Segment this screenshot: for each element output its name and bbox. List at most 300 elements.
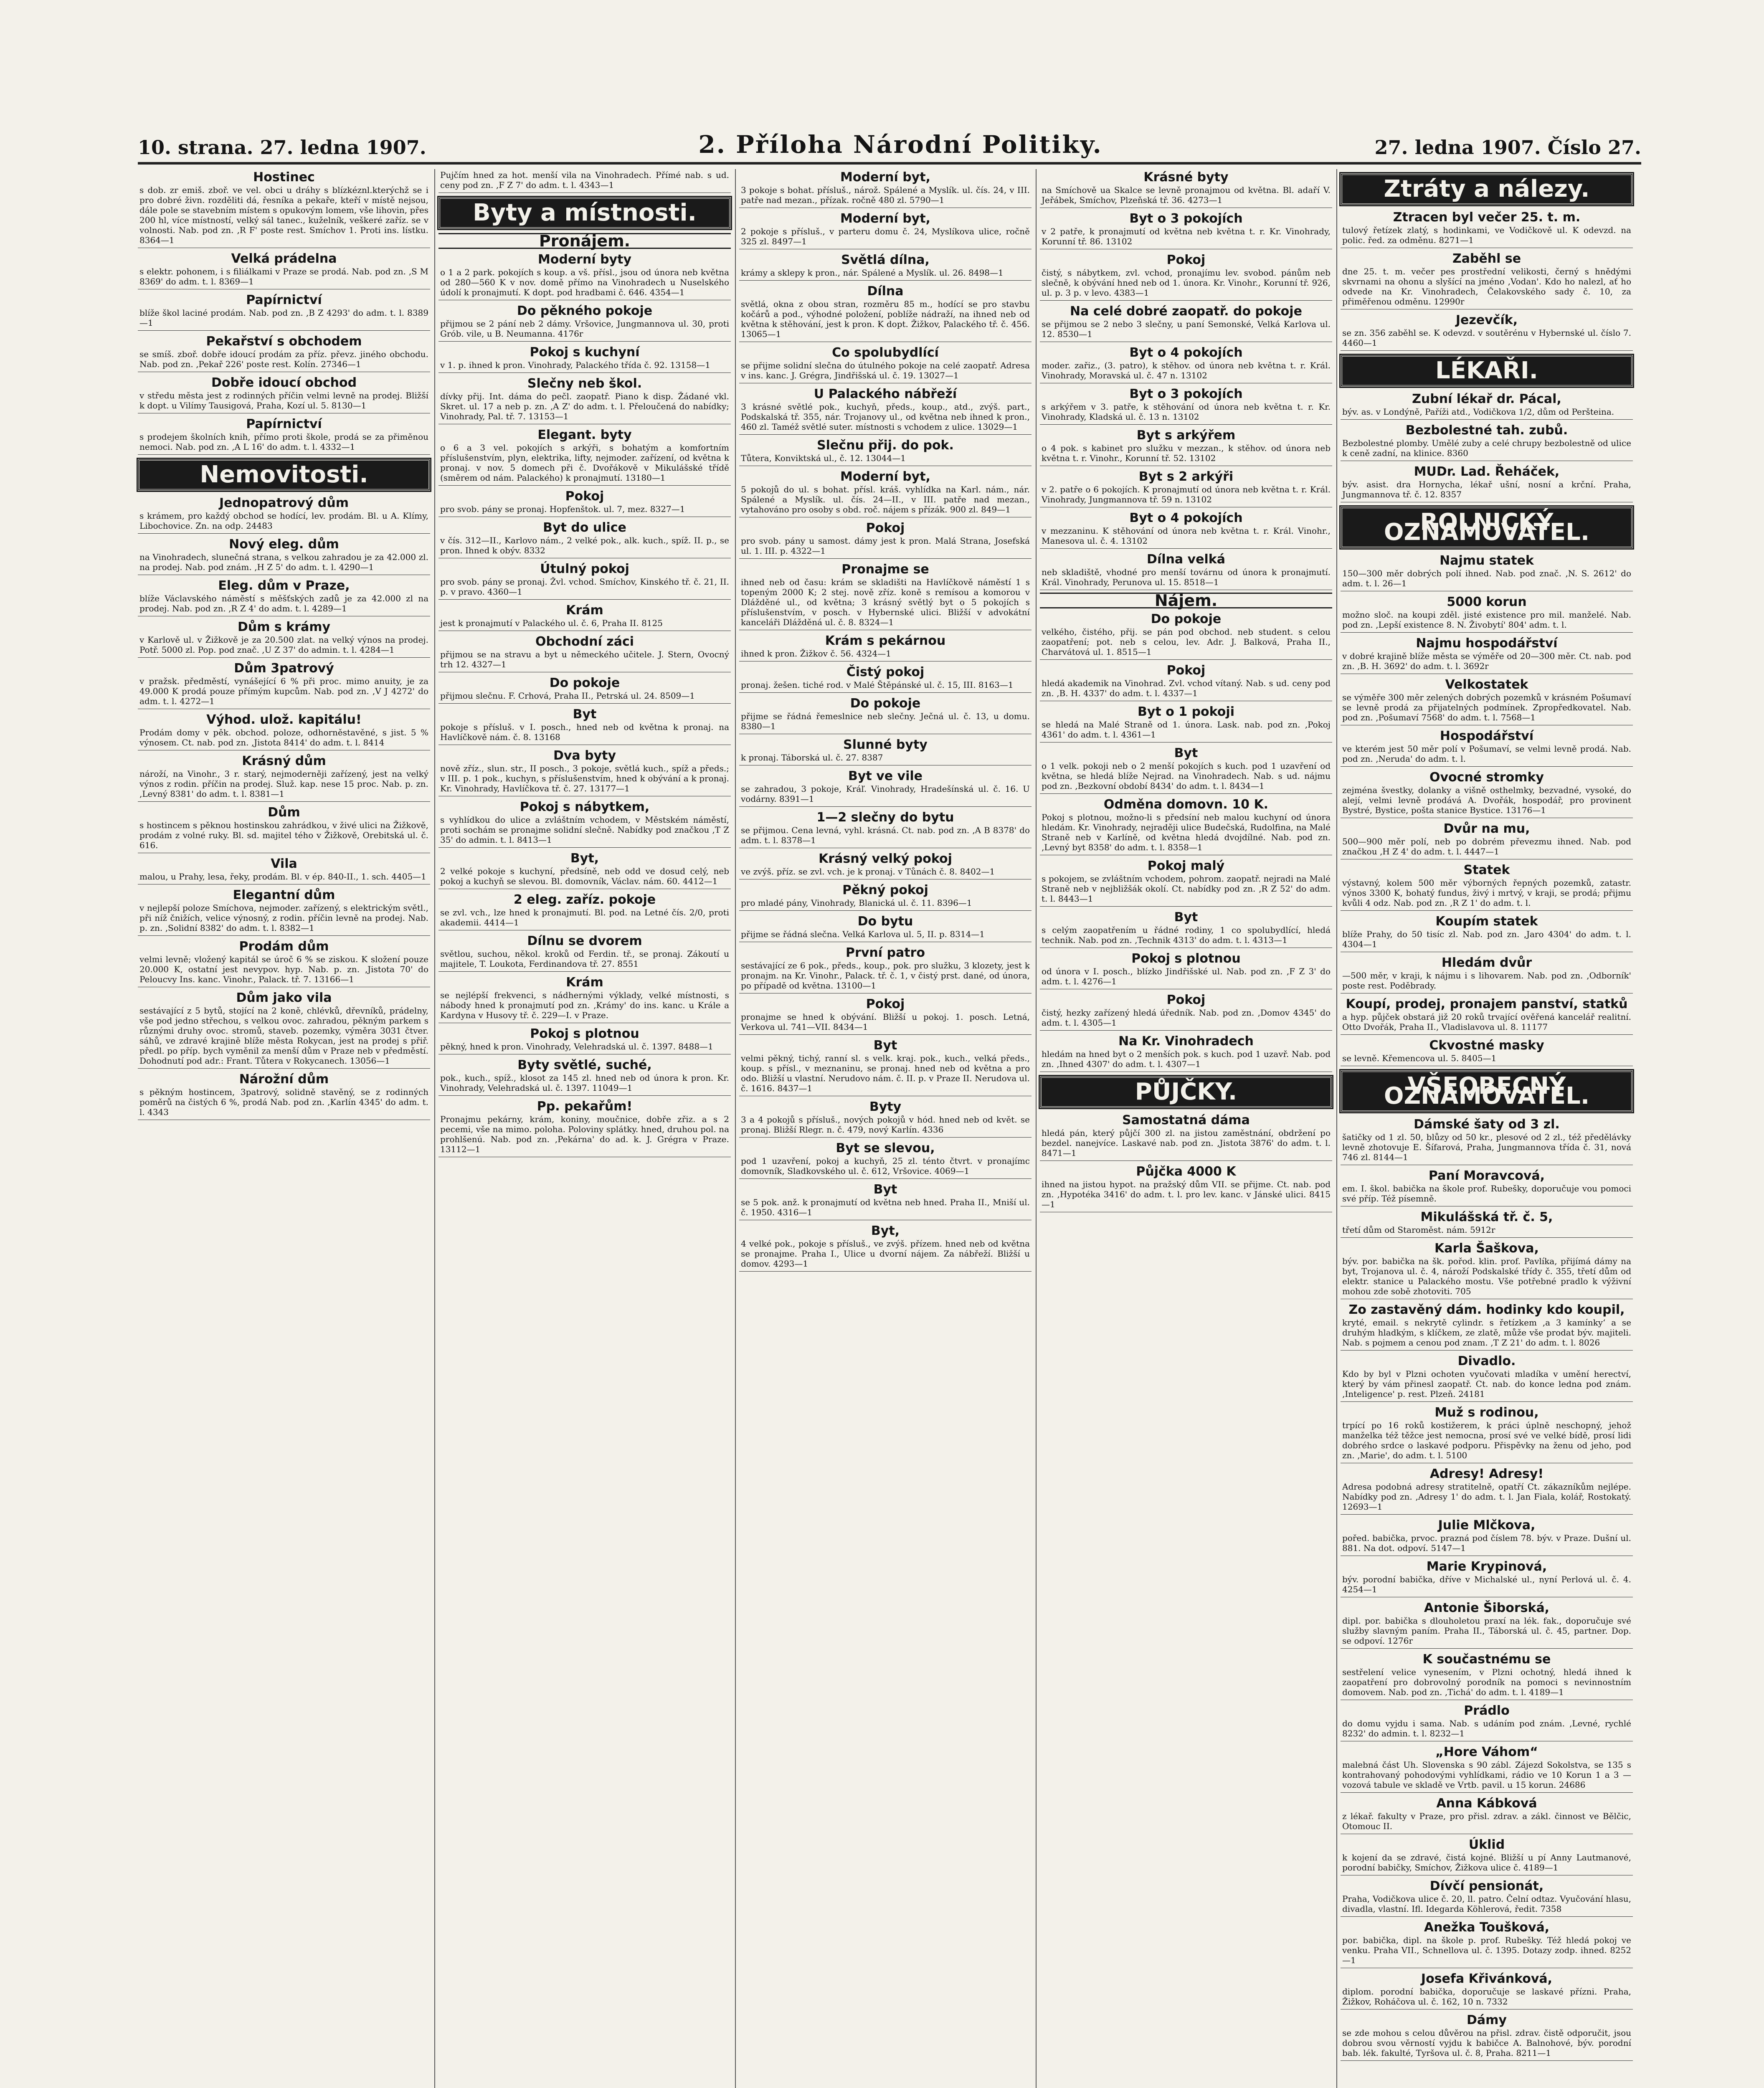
ad-body: kryté, email. s nekrytě cylindr. s řetízkem ‚a 3 kamínky‘ a se druhým hladkým, s klíčkem, ze zlatě, může vše prodat býv. majiteli. Nab. s pojmem a cenou pod znam. ‚T Z 21' do adm. t. l. 8026 (1342, 1318, 1631, 1348)
ad-body: malebná část Uh. Slovenska s 90 zábl. Zájezd Sokolstva, se 135 s kontrahovaný pohodovými vyhlídkami, rádio ve 10 Korun 1 a 3 — vozová tabule ve skladě ve Vrtb. pavil. u 15 korun. 24686 (1342, 1760, 1631, 1790)
ad-title: Pokoj malý (1147, 859, 1225, 873)
classified-ad (739, 469, 1032, 517)
banner-rolnicky: ROLNICKÝ OZNAMOVATEL. (1341, 507, 1633, 548)
ad-body: nároží, na Vinohr., 3 r. starý, nejmoderněji zařízený, jest na velký výnos z rodin. příčin na prodej. Služ. kap. nese 15 proc. Nab. p. zn. ‚Levný 8381' do adm. t. l. 8381—1 (139, 769, 428, 799)
classified-ad (1341, 552, 1633, 591)
classified-ad (138, 495, 430, 534)
ad-title: Pokoj (1166, 253, 1206, 267)
ad-title: Ztracen byl večer 25. t. m. (1393, 210, 1581, 225)
classified-ad (1341, 1240, 1633, 1299)
classified-ad (138, 619, 430, 658)
ad-body: se nejlépší frekvenci, s nádhernými výklady, velké místnosti, s nábody hned k pronajmutí pod zn. ‚Krámy' do ins. kanc. u Krále a Kardyna v Husovy tř. č. 229—I. v Praze. (440, 990, 729, 1020)
ad-title: Najmu hospodářství (1416, 636, 1558, 651)
ad-title: Na celé dobré zaopatř. do pokoje (1070, 304, 1302, 319)
ad-title: Byt ve vile (848, 769, 923, 783)
ad-title: Papírnictví (246, 417, 322, 431)
ad-title: Byt o 1 pokoji (1138, 704, 1234, 719)
ads-col5-part3 (1341, 552, 1633, 1066)
classified-ad (1341, 1919, 1633, 1968)
ad-body: se levně. Křemencova ul. 5. 8405—1 (1342, 1053, 1497, 1063)
ads-col3 (739, 169, 1032, 1272)
ad-title: Dům s krámy (237, 620, 331, 634)
ad-body: jest k pronajmutí v Palackého ul. č. 6, Praha II. 8125 (440, 618, 663, 628)
ad-body: 150—300 měr dobrých polí ihned. Nab. pod znač. ‚N. S. 2612' do adm. t. l. 26—1 (1342, 568, 1631, 588)
classified-ad (1040, 386, 1332, 425)
ad-body: s hostincem s pěknou hostinskou zahrádkou, v živé ulici na Žižkově, prodám z volné ruky. Bl. sd. majitel tého v Žižkově, Orebitská ul. č. 616. (139, 820, 428, 850)
ad-title: Byty světlé, suché, (517, 1058, 652, 1072)
classified-ad (1341, 1037, 1633, 1066)
classified-ad (739, 252, 1032, 281)
ad-body: v 2 patře, k pronajmutí od května neb května t. r. Kr. Vinohrady, Korunní tř. 86. 13102 (1042, 226, 1331, 246)
ad-body: 500—900 měr polí, neb po dobrém převezmu ihned. Nab. pod značkou ‚H Z 4' do adm. t. l. 4447—1 (1342, 836, 1631, 856)
ad-body: v nejlepší poloze Smíchova, nejmoder. zařízený, s elektrickým světl., při níž čnižích, velice výnosný, z rodin. příčin levně na prodej. Nab. p. zn. ‚Solidní 8382' do adm. t. l. 8382—1 (139, 903, 428, 933)
classified-ad (1040, 1163, 1332, 1212)
ad-title: Dům (268, 805, 300, 820)
ad-title: Pokoj s plotnou (1131, 951, 1241, 966)
ad-body: pok., kuch., spíž., klosot za 145 zl. hned neb od února k pron. Kr. Vinohrady, Velehradská ul. č. 1397. 11049—1 (440, 1073, 729, 1093)
ad-title: Do pokoje (549, 676, 620, 690)
classified-ad (138, 712, 430, 750)
ad-body: neb skladiště, vhodné pro menší továrnu od února k pronajmutí. Král. Vinohrady, Perunova ul. 15. 8518—1 (1042, 567, 1331, 587)
classified-ad (438, 748, 731, 796)
ad-body: pokoje s přísluš. v I. posch., hned neb od května k pronaj. na Havlíčkově nám. č. 8. 13168 (440, 722, 729, 742)
ad-body: ihned k pron. Žižkov č. 56. 4324—1 (741, 649, 891, 659)
classified-ad (438, 251, 731, 300)
classified-ad (1341, 1703, 1633, 1741)
ad-title: Divadlo. (1457, 1354, 1516, 1368)
classified-ad (1341, 594, 1633, 633)
ad-title: Eleg. dům v Praze, (218, 578, 350, 593)
classified-ad (438, 1057, 731, 1096)
ad-title: Krásné byty (1143, 170, 1229, 185)
ad-title: Čistý pokoj (846, 665, 925, 679)
masthead-right: 27. ledna 1907. Číslo 27. (1374, 136, 1641, 159)
classified-ad (739, 437, 1032, 466)
classified-ad (438, 488, 731, 517)
classified-ad (438, 519, 731, 558)
ad-title: Prádlo (1464, 1703, 1510, 1718)
classified-ad (138, 536, 430, 575)
ad-body: s elektr. pohonem, i s filiálkami v Praze se prodá. Nab. pod zn. ‚S M 8369' do adm. t. l. 8369—1 (139, 266, 428, 286)
ad-title: Ovocné stromky (1429, 770, 1544, 785)
classified-ad (1341, 2012, 1633, 2061)
classified-ad (1341, 1744, 1633, 1793)
ad-title: Pokoj (1166, 663, 1206, 678)
ad-body: dívky přij. Int. dáma do pečl. zaopatř. Piano k disp. Žádané vkl. Skret. ul. 17 a neb p. zn. ‚A Z' do adm. t. l. Přeloučená do nabídky; Vinohrady, Pal. tř. 7. 13153—1 (440, 391, 729, 421)
classified-ad (1040, 662, 1332, 701)
classified-ad (739, 768, 1032, 807)
masthead-left: 10. strana. 27. ledna 1907. (138, 136, 426, 159)
ad-title: Byt do ulice (543, 520, 626, 535)
ad-body: v pražsk. předměstí, vynášející 6 % při proc. mimo anuity, je za 49.000 K prodá pouze přímým kupcům. Nab. pod zn. ‚V J 4272' do adm. t. l. 4272—1 (139, 676, 428, 706)
ads-col1-part2 (138, 495, 430, 1120)
ad-title: Karla Šaškova, (1435, 1241, 1539, 1256)
ad-body: trpící po 16 roků kostižerem, k práci úplně neschopný, jehož manželka též těžce jest nemocna, prosí své ve velké bídě, prosí lidi dobrého srdce o laskavé podporu. Přispěvky na ženu od jeho, pod zn. ‚Marie', do adm. t. l. 5100 (1342, 1420, 1631, 1460)
classified-ad (1341, 862, 1633, 911)
ad-title: Bezbolestné tah. zubů. (1405, 423, 1568, 438)
ad-title: Julie Mlčkova, (1438, 1518, 1536, 1533)
ad-title: Velkostatek (1445, 677, 1528, 692)
ad-title: Marie Krypinová, (1426, 1559, 1547, 1574)
ad-title: Paní Moravcová, (1428, 1168, 1545, 1183)
ad-title: Slunné byty (843, 737, 928, 752)
classified-ad (739, 1099, 1032, 1138)
ad-body: se výměře 300 měr zelených dobrých pozemků v krásném Pošumaví se levně prodá za přijatelných podmínek. Zpropředkovatel. Nab. pod zn. ‚Pošumaví 7568' do adm. t. l. 7568—1 (1342, 692, 1631, 722)
ad-body: sestřelení velice vynesením, v Plzni ochotný, hledá ihned k zaopatření pro dobrovolný porodník na pomoci s nevinnostním domovem. Nab. pod zn. ‚Tichá' do adm. t. l. 4189—1 (1342, 1667, 1631, 1697)
ad-body: se zvl. vch., lze hned k pronajmutí. Bl. pod. na Letné čís. 2/0, proti akademii. 4414—1 (440, 907, 729, 927)
ad-title: K součastnému se (1422, 1652, 1551, 1667)
classified-ad (739, 633, 1032, 661)
ad-title: Zo zastavěný dám. hodinky kdo koupil, (1348, 1302, 1625, 1317)
ad-title: Odměna domovn. 10 K. (1103, 797, 1269, 812)
classified-ad (1341, 728, 1633, 767)
classified-ad (1040, 992, 1332, 1031)
ad-body: s vyhlídkou do ulice a zvláštním vchodem, v Městském náměstí, proti sochám se pronajme solidní slečně. Nabídky pod značkou ‚T Z 35' do admin. t. l. 8413—1 (440, 815, 729, 845)
ad-body: velkého, čistého, přij. se pán pod obchod. neb student. s celou zaopatření; pot. neb s celou, lev. Adr. J. Balková, Praha II., Charvátová ul. 1. 8515—1 (1042, 627, 1331, 657)
classified-ad (138, 251, 430, 289)
ad-title: Nárožní dům (239, 1072, 329, 1087)
ad-body: diplom. porodní babička, doporučuje se laskavé přízni. Praha, Žižkov, Roháčova ul. č. 162, 10 n. 7332 (1342, 1987, 1631, 2007)
column-1 (138, 169, 430, 1123)
ad-body: hledá pán, který půjčí 300 zl. na jistou zaměstnání, obdržení po bezdel. nanejvíce. Laskavé nab. pod zn. ‚Jistota 3876' do adm. t. l. 8471—1 (1042, 1128, 1331, 1158)
classified-ad (739, 1140, 1032, 1179)
classified-ad (438, 974, 731, 1023)
ad-title: Anna Kábková (1436, 1796, 1537, 1811)
banner-pujcky: PŮJČKY. (1040, 1076, 1332, 1108)
classified-ad (438, 561, 731, 600)
ads-col1-part1 (138, 169, 430, 455)
ad-title: Prodám dům (239, 939, 329, 954)
classified-ad (1341, 1600, 1633, 1649)
classified-ad (1040, 704, 1332, 742)
ad-body: v dobré krajině blíže města se výměře od 20—300 měr. Ct. nab. pod zn. ‚B. H. 3692' do adm. t. l. 3692r (1342, 651, 1631, 671)
classified-ad (1341, 1168, 1633, 1206)
classified-ad (1341, 1116, 1633, 1165)
ad-title: Pekařství s obchodem (206, 334, 362, 349)
masthead (138, 130, 1641, 165)
ad-body: přijme se řádná slečna. Velká Karlova ul. 5, II. p. 8314—1 (741, 929, 985, 939)
ad-body: přijme se řádná řemeslnice neb slečny. Ječná ul. č. 13, u domu. 8380—1 (741, 711, 1030, 731)
ad-body: 2 pokoje s přísluš., v parteru domu č. 24, Myslíkova ulice, ročně 325 zl. 8497—1 (741, 226, 1030, 246)
ad-body: Pujčím hned za hot. menší vila na Vinohradech. Přímé nab. s ud. ceny pod zn. ‚F Z 7' do adm. t. l. 4343—1 (440, 170, 729, 190)
ad-title: Byt o 4 pokojích (1129, 511, 1243, 525)
banner-ztraty: Ztráty a nálezy. (1341, 173, 1633, 205)
ad-body: čistý, hezky zařízený hledá úředník. Nab. pod zn. ‚Domov 4345' do adm. t. l. 4305—1 (1042, 1008, 1331, 1028)
ad-body: em. I. škol. babička na škole prof. Rubešky, doporučuje vou pomoci své příp. Též písemně. (1342, 1183, 1631, 1204)
classified-ad (1341, 1302, 1633, 1351)
classified-ad (138, 856, 430, 884)
ad-body: 4 velké pok., pokoje s přísluš., ve zvýš. přízem. hned neb od května se pronajme. Praha I., Ulice u dvorní nájem. Za nábřeží. Bližší u domov. 4293—1 (741, 1239, 1030, 1269)
ad-body: s krámem, pro každý obchod se hodící, lev. prodám. Bl. u A. Klímy, Libochovice. Zn. na odp. 24483 (139, 511, 428, 531)
ad-title: Byt (1174, 746, 1198, 760)
classified-ad (1040, 858, 1332, 907)
classified-ad (138, 1071, 430, 1120)
ad-title: Dílna (867, 284, 904, 299)
ad-title: Pokoj (866, 521, 905, 535)
ad-title: „Hore Váhom“ (1435, 1745, 1538, 1759)
ad-title: Dívčí pensionát, (1429, 1879, 1544, 1893)
ad-title: Hostinec (253, 170, 315, 185)
classified-ad (1341, 769, 1633, 818)
ad-body: se hledá na Malé Straně od 1. února. Lask. nab. pod zn. ‚Pokoj 4361' do adm. t. l. 4361—1 (1042, 720, 1331, 740)
ad-body: Kdo by byl v Plzni ochoten vyučovati mladíka v umění herectví, který by vám přinesl zaopatř. Ct. nab. do konce ledna pod znám. ‚Inteligence' p. rest. Plzeň. 24181 (1342, 1369, 1631, 1399)
classified-ad (138, 660, 430, 709)
ad-body: se zde mohou s celou důvěrou na přisl. zdrav. čistě odporučit, jsou dobrou svou věrností vyjdu k babičce A. Balnohové, býv. porodní bab. lék. fakulté, Tyršova ul. č. 8, Praha. 8211—1 (1342, 2028, 1631, 2058)
ad-body: v mezzaninu. K stěhování od února neb května t. r. Král. Vinohr., Manesova ul. č. 4. 13102 (1042, 526, 1331, 546)
ad-title: Dámy (1467, 2013, 1507, 2027)
ads-col5-part1 (1341, 209, 1633, 351)
ad-title: Do bytu (857, 914, 913, 929)
ad-title: Dílnu se dvorem (527, 934, 642, 948)
ad-body: dne 25. t. m. večer pes prostřední velikosti, černý s hnědými skvrnami na ohonu a slyšící na jméno ‚Vodan'. Kdo ho nalezl, ať ho odvede na Kr. Vinohradech, Čelakovského sady č. 10, za přiměřenou odměnu. 12990r (1342, 266, 1631, 307)
ad-title: Zubní lékař dr. Pácal, (1412, 392, 1561, 406)
ad-body: na Smíchově ua Skalce se levně pronajmou od května. Bl. adaří V. Jeřábek, Smíchov, Plzeňská tř. 36. 4273—1 (1042, 185, 1331, 205)
ad-body: se smíš. zboř. dobře idoucí prodám za příz. převz. jiného obchodu. Nab. pod zn. ‚Pekař 226' poste rest. Kolín. 27346—1 (139, 349, 428, 369)
ad-body: o 6 a 3 vel. pokojích s arkýři, s bohatým a komfortním příslušenstvím, plyn, elektrika, lifty, nejmoder. zařízení, od května k pronaj. v nov. 5 domech při č. Dvořákově v Mikulášské třídě (směrem od nám. Palackého) k pronajmutí. 13180—1 (440, 443, 729, 483)
classified-ad (739, 1223, 1032, 1272)
ad-body: pěkný, hned k pron. Vinohrady, Velehradská ul. č. 1397. 8488—1 (440, 1041, 713, 1052)
classified-ad (438, 675, 731, 704)
ad-title: MUDr. Lad. Řeháček, (1414, 464, 1560, 479)
classified-ad (1040, 252, 1332, 301)
ad-body: se zahradou, 3 pokoje, Kráľ. Vinohrady, Hradešínská ul. č. 16. U vodárny. 8391—1 (741, 784, 1030, 804)
banner-vseobecny: VŠEOBECNÝ OZNAMOVATEL. (1341, 1070, 1633, 1112)
ad-title: Do pokoje (850, 696, 921, 711)
ad-body: v 1. p. ihned k pron. Vinohrady, Palackého třída č. 92. 13158—1 (440, 360, 710, 370)
ad-title: Pokoj s plotnou (530, 1026, 639, 1041)
classified-ad (1040, 1033, 1332, 1072)
classified-ad (1341, 1795, 1633, 1834)
section-pronajem: Pronájem. (438, 233, 731, 249)
ad-body: výstavný, kolem 500 měr výborných řepných pozemků, zatastr. výnos 3300 K, bohatý fundus, živý i mrtvý, v kraji, se prodá; přijmu kvůli 4 odz. Nab. pod zn. ‚R Z 1' do adm. t. l. (1342, 878, 1631, 908)
ad-title: Pokoj s kuchyní (530, 345, 640, 360)
ad-title: Pokoj (866, 997, 905, 1011)
ad-body: světlá, okna z obou stran, rozměru 85 m., hodící se pro stavbu kočárů a pod., výhodné položení, poblíže nádraží, na ihned neb od května k stěhování, jest k pron. K dopt. Žižkov, Palackého tř. č. 456. 13065—1 (741, 299, 1030, 339)
banner-byty: Byty a místnosti. (438, 197, 731, 229)
ad-body: pronajme se hned k obývání. Bližší u pokoj. 1. posch. Letná, Verkova ul. 741—VII. 8434—1 (741, 1012, 1030, 1032)
ad-title: Moderní byt, (840, 469, 930, 484)
ad-body: s pokojem, se zvláštním vchodem, pohrom. zaopatř. nejradi na Malé Straně neb v nejbližšák okolí. Ct. nabídky pod zn. ‚R Z 52' do adm. t. l. 8443—1 (1042, 874, 1331, 904)
classified-ad (138, 578, 430, 616)
classified-ad (1040, 950, 1332, 989)
ad-body: se 5 pok. anž. k pronajmutí od května neb hned. Praha II., Mniší ul. č. 1950. 4316—1 (741, 1197, 1030, 1217)
classified-ad (1341, 1209, 1633, 1238)
ad-body: 3 krásné světlé pok., kuchyň, předs., koup., atd., zvýš. part., Podskalská tř. 355, nár. Trojanovy ul., od května neb ihned k pron., 460 zl. Taméž světlé suter. místnosti s vchodem z ulice. 13029—1 (741, 402, 1030, 432)
classified-ad (438, 169, 731, 193)
ad-body: a hyp. půjček obstará již 20 roků trvající ověřená kancelář realitní. Otto Dvořák, Praha II., Vladislavova ul. 8. 11177 (1342, 1012, 1631, 1032)
ad-body: šatičky od 1 zl. 50, blůzy od 50 kr., plesové od 2 zl., též předělávky levně zhotovuje E. Šífarová, Praha, Jungmannova třída č. 31, nová 746 zl. 8144—1 (1342, 1132, 1631, 1162)
banner-lekari: LÉKAŘI. (1341, 355, 1633, 387)
ad-body: sestávající ze 6 pok., předs., koup., pok. pro služku, 3 klozety, jest k pronajm. na Kr. Vinohr., Palack. tř. č. 1, v čistý prst. dané, od února, po případě od května. 13100—1 (741, 960, 1030, 991)
ad-title: Dům 3patrový (234, 661, 334, 676)
ad-body: hledám na hned byt o 2 menších pok. s kuch. pod 1 uzavř. Nab. pod zn. ‚Ihned 4307' do adm. t. l. 4307—1 (1042, 1049, 1331, 1069)
column-rule (434, 169, 435, 2088)
classified-ad (739, 283, 1032, 342)
ad-body: se přijme solidní slečna do útulného pokoje na celé zaopatř. Adresa v ins. kanc. J. Grégra, Jindřišská ul. č. 19. 13027—1 (741, 360, 1030, 380)
ad-title: 1—2 slečny do bytu (816, 810, 954, 825)
ad-title: Krásný dům (242, 754, 326, 768)
ad-body: pod 1 uzavření, pokoj a kuchyň, 25 zl. ténto čtvrt. v pronajímc domovník, Sladkovského ul. č. 612, Vršovice. 4069—1 (741, 1156, 1030, 1176)
ad-body: pro svob. pány se pronaj. Hopfenštok. ul. 7, mez. 8327—1 (440, 504, 685, 514)
ad-body: se přijmou se 2 nebo 3 slečny, u paní Semonské, Velká Karlova ul. 12. 8530—1 (1042, 319, 1331, 339)
classified-ad (138, 990, 430, 1069)
classified-ad (1341, 635, 1633, 674)
classified-ad (438, 1098, 731, 1157)
ad-body: malou, u Prahy, lesa, řeky, prodám. Bl. v ép. 840-II., 1. sch. 4405—1 (139, 872, 426, 882)
classified-ad (739, 561, 1032, 630)
ad-title: Dvůr na mu, (1443, 821, 1530, 836)
ad-title: Hospodářství (1440, 729, 1534, 743)
classified-ad (138, 292, 430, 331)
ad-title: Moderní byt, (840, 170, 930, 185)
column-rule (735, 169, 736, 2088)
classified-ad (138, 375, 430, 413)
classified-ad (1341, 996, 1633, 1035)
ads-col5-part4 (1341, 1116, 1633, 2061)
ad-title: Světlá dílna, (841, 253, 930, 267)
ad-title: Krám (566, 975, 603, 990)
ad-title: Anežka Toušková, (1424, 1920, 1550, 1935)
ad-title: První patro (846, 945, 925, 960)
classified-ad (739, 386, 1032, 435)
ad-body: býv. porodní babička, dříve v Michalské ul., nyní Perlová ul. č. 4. 4254—1 (1342, 1574, 1631, 1594)
ad-title: Byt o 4 pokojích (1129, 345, 1243, 360)
ad-title: Velká prádelna (231, 251, 337, 266)
ad-title: U Palackého nábřeží (814, 387, 957, 401)
ad-body: býv. por. babička na šk. pořod. klin. prof. Pavlíka, přijímá dámy na byt, Trojanova ul. č. 4, nároží Podskalské třídy č. 355, třetí dům od elektr. stanice u Palackého mostu. Vše potřebné pradlo k výživní mohou zde sobě zhotoviti. 705 (1342, 1256, 1631, 1296)
classified-ad (1341, 677, 1633, 725)
ad-title: Pp. pekařům! (537, 1099, 633, 1114)
ad-title: Ckvostné masky (1429, 1038, 1544, 1053)
ad-body: nově zříz., slun. str., II posch., 3 pokoje, světlá kuch., spíž a předs.; v III. p. 1 pok., kuchyn, s příslušenstvím, hned k obývání a k pronaj. Kr. Vinohrady, Havlíčkova tř. č. 27. 13177—1 (440, 763, 729, 793)
classified-ad (1040, 796, 1332, 855)
masthead-title: 2. Příloha Národní Politiky. (698, 130, 1102, 159)
ad-body: s celým zaopatřením u řádné rodiny, 1 co spolubydlící, hledá technik. Nab. pod zn. ‚Technik 4313' do adm. t. l. 4313—1 (1042, 925, 1331, 945)
ad-body: z lékař. fakulty v Praze, pro přisl. zdrav. a zákl. činnost ve Bělčic, Otomouc II. (1342, 1811, 1631, 1831)
classified-ad (1341, 1837, 1633, 1875)
ad-body: Praha, Vodičkova ulice č. 20, ll. patro. Čelní odtaz. Vyučování hlasu, divadla, vlastní. Ifl. Idegarda Köhlerová, ředit. 7358 (1342, 1894, 1631, 1914)
classified-ad (1341, 821, 1633, 859)
ad-title: Statek (1463, 863, 1510, 877)
ad-title: Dům jako vila (236, 991, 332, 1005)
ad-title: Byt (873, 1182, 897, 1197)
ad-title: Krám (566, 603, 603, 618)
classified-ad (739, 664, 1032, 693)
ad-title: Do pokoje (1151, 612, 1222, 626)
ad-title: Slečny neb škol. (527, 376, 642, 391)
ad-body: možno sloč. na koupi zděl. jisté existence pro mil. manželé. Nab. pod zn. ‚Lepší existence 8. N. Živobytí' 804' adm. t. l. (1342, 610, 1631, 630)
ad-body: Prodám domy v pěk. obchod. poloze, odhorněstavěné, s jist. 5 % výnosem. Ct. nab. pod zn. ‚Jistota 8414' do adm. t. l. 8414 (139, 727, 428, 748)
ad-title: Slečnu přij. do pok. (817, 438, 954, 453)
ad-title: Elegant. byty (537, 428, 632, 442)
ad-title: Jednopatrový dům (219, 496, 349, 510)
classified-ad (739, 851, 1032, 879)
ad-title: Samostatná dáma (1122, 1113, 1250, 1128)
ad-title: Hledám dvůr (1441, 955, 1532, 970)
ad-body: se zn. 356 zaběhl se. K odevzd. v soutěrénu v Hybernské ul. číslo 7. 4460—1 (1342, 328, 1631, 348)
classified-ad (1341, 312, 1633, 351)
classified-ad (739, 913, 1032, 942)
ad-body: blíže škol laciné prodám. Nab. pod zn. ‚B Z 4293' do adm. t. l. 8389—1 (139, 308, 428, 328)
ad-body: por. babička, dipl. na škole p. prof. Rubešky. Též hledá pokoj ve venku. Praha VII., Schnellova ul. č. 1395. Dotazy zodp. ihned. 8252—1 (1342, 1935, 1631, 1965)
ad-body: velmi levně; vložený kapitál se úroč 6 % se ziskou. K složení pouze 20.000 K, ostatní jest nevypov. hyp. Nab. p. zn. ‚Jistota 70' do Peloucvy Ins. kanc. Vinohr., Palack. tř. 7. 13166—1 (139, 954, 428, 984)
classified-ad (739, 737, 1032, 765)
ads-col4-part1 (1040, 169, 1332, 590)
ad-title: Byt, (570, 851, 599, 866)
ad-title: Moderní byt, (840, 211, 930, 226)
ad-body: moder. zařiz., (3. patro), k stěhov. od února neb května t. r. Král. Vinohrady, Moravská ul. č. 47 n. 13102 (1042, 360, 1331, 380)
ad-title: 2 eleg. zaříz. pokoje (513, 892, 656, 907)
ad-title: Nový eleg. dům (229, 537, 339, 552)
ads-col2-part1 (438, 251, 731, 1157)
classified-ad (739, 996, 1032, 1035)
ad-body: v středu města jest z rodinných příčin velmi levně na prodej. Bližší k dopt. u Vilímy Tausigová, Praha, Kozí ul. 5. 8130—1 (139, 390, 428, 411)
classified-ad (739, 882, 1032, 911)
ad-body: přijmou se 2 pání neb 2 dámy. Vršovice, Jungmannova ul. 30, proti Grób. vile, u B. Neumanna. 4176r (440, 319, 729, 339)
classified-ad (1341, 209, 1633, 248)
classified-ad (739, 1181, 1032, 1220)
ad-body: do domu vyjdu i sama. Nab. s udáním pod znám. ‚Levné, rychlé 8232' do admin. t. l. 8232—1 (1342, 1718, 1631, 1738)
ad-title: Najmu statek (1440, 553, 1534, 568)
classified-ad (739, 695, 1032, 734)
classified-ad (138, 169, 430, 248)
classified-ad (438, 933, 731, 972)
classified-ad (1040, 427, 1332, 466)
ad-body: o 1 velk. pokoji neb o 2 menší pokojích s kuch. pod 1 uzavření od května, se hledá blíže Nejrad. na Vinohradech. Nab. s ud. nájmu pod zn. ‚Bezkovní období 8434' do adm. t. l. 8434—1 (1042, 761, 1331, 791)
classified-ad (1040, 745, 1332, 794)
classified-ad (1040, 551, 1332, 590)
ad-body: ihned na jistou hypot. na pražský dům VII. se přijme. Ct. nab. pod zn. ‚Hypotéka 3416' do adm. t. l. pro lev. kanc. v Jánské ulici. 8415—1 (1042, 1179, 1331, 1209)
classified-ad (1341, 1558, 1633, 1597)
ad-title: Krám s pekárnou (825, 633, 946, 648)
ad-title: Josefa Křivánková, (1421, 1971, 1553, 1986)
ad-body: 3 pokoje s bohat. přísluš., nárož. Spálené a Myslík. ul. čís. 24, v III. patře nad mezan., přízak. ročně 480 zl. 5790—1 (741, 185, 1030, 205)
classified-ad (739, 809, 1032, 848)
ad-body: s prodejem školních knih, přímo proti škole, prodá se za přiměnou nemoci. Nab. pod zn. ‚A L 16' do adm. t. l. 4332—1 (139, 432, 428, 452)
ad-title: Byt o 3 pokojích (1129, 211, 1243, 226)
classified-ad (1040, 510, 1332, 549)
ad-body: od února v I. posch., blízko Jindřišské ul. Nab. pod zn. ‚F Z 3' do adm. t. l. 4276—1 (1042, 966, 1331, 986)
ad-title: Elegantní dům (233, 888, 335, 902)
classified-ad (1040, 469, 1332, 507)
classified-ad (1040, 909, 1332, 948)
ad-title: Byt s 2 arkýři (1138, 469, 1234, 484)
ad-title: Jezevčík, (1455, 313, 1518, 327)
ad-body: pro svob. pány se pronaj. Žvl. vchod. Smíchov, Kinského tř. č. 21, II. p. v pravo. 4360—1 (440, 577, 729, 597)
classified-ad (138, 938, 430, 987)
ad-body: velmi pěkný, tichý, ranní sl. s velk. kraj. pok., kuch., velká předs., koup. s přísl., v meznaninu, se pronaj. hned neb od května a pro odo. Bližší u vlastní. Nerudovo nám. č. II. p. v Praze II. Nerudova ul. č. 1616. 8437—1 (741, 1053, 1030, 1093)
ad-body: ve zvýš. příz. se zvl. vch. je k pronaj. v Tůnách č. 8. 8402—1 (741, 867, 995, 877)
ad-body: pořed. babička, prvoc. prazná pod číslem 78. býv. v Praze. Dušní ul. 881. Na dot. odpoví. 5147—1 (1342, 1533, 1631, 1553)
ad-body: čistý, s nábytkem, zvl. vchod, pronajímu lev. svobod. pánům neb slečně, k obývání hned neb od 1. února. Kr. Vinohr., Korunní tř. 926, ul. p. 3 p. v levo. 4383—1 (1042, 268, 1331, 298)
ad-body: ve kterém jest 50 měr polí v Pošumaví, se velmi levně prodá. Nab. pod zn. ‚Neruda' do adm. t. l. (1342, 744, 1631, 764)
ad-body: býv. as. v Londýně, Paříži atd., Vodičkova 1/2, dům od Peršteina. (1342, 407, 1614, 417)
ad-body: třetí dům od Staroměst. nám. 5912r (1342, 1225, 1495, 1235)
ad-title: Byt, (871, 1224, 900, 1238)
classified-ad (739, 1037, 1032, 1096)
classified-ad (138, 416, 430, 455)
ad-title: Muž s rodinou, (1435, 1405, 1539, 1420)
ad-title: Pokoj (1166, 993, 1206, 1007)
ad-body: tulový řetízek zlatý, s hodinkami, ve Vodičkově ul. K odevzd. na polic. řed. za odměnu. 8271—1 (1342, 225, 1631, 245)
ad-title: Obchodní záci (535, 634, 634, 649)
ad-title: Dobře idoucí obchod (211, 375, 357, 390)
ad-title: Antonie Šiborská, (1424, 1601, 1550, 1615)
ad-title: Pěkný pokoj (842, 883, 928, 897)
ad-title: Byt (873, 1038, 897, 1053)
classified-ad (1341, 1651, 1633, 1700)
column-rule (1036, 169, 1037, 2088)
